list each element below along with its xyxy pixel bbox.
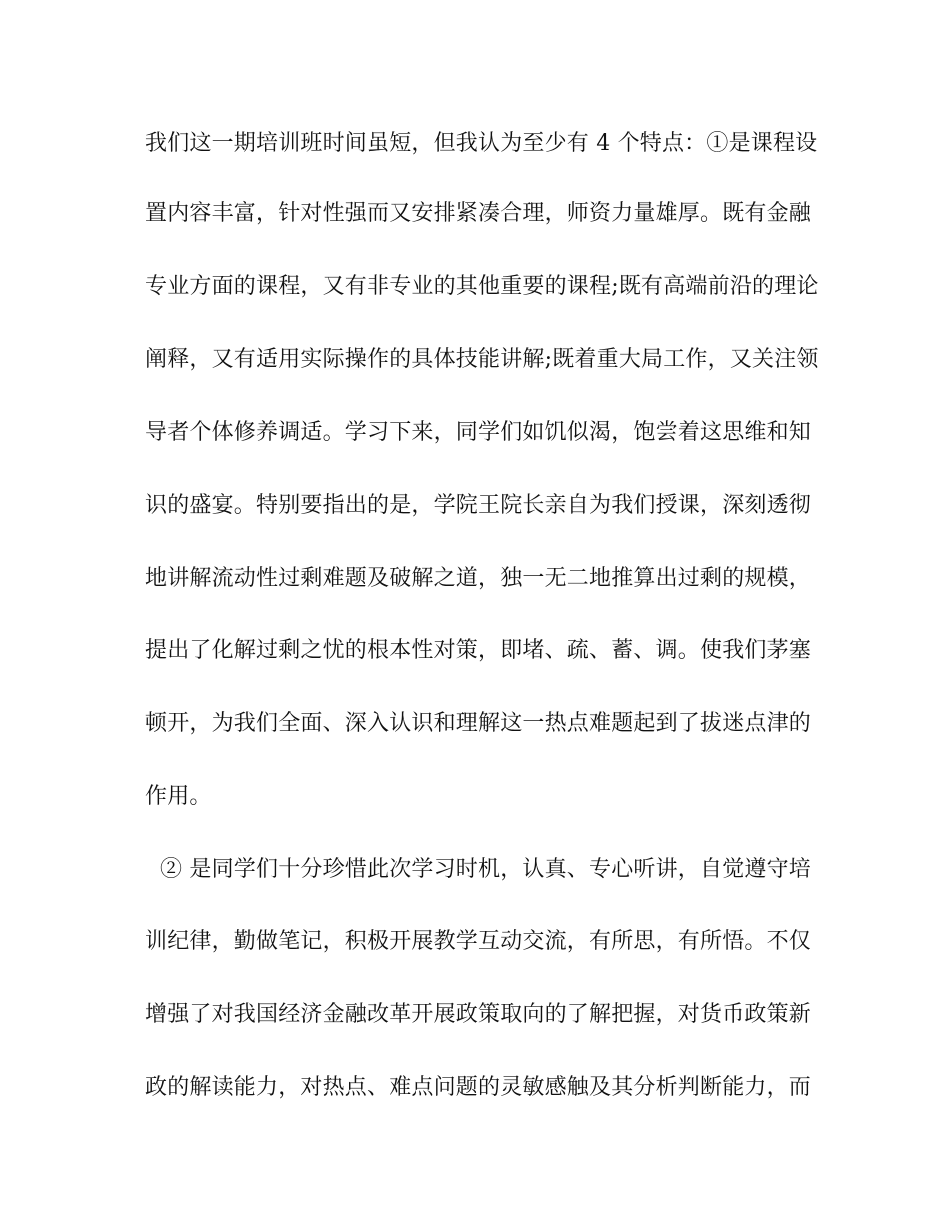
text-line-6: 识的盛宴。特别要指出的是，学院王院长亲自为我们授课，深刻透彻 [145,493,812,518]
text-line-7: 地讲解流动性过剩难题及破解之道，独一无二地推算出过剩的规模， [145,566,812,591]
text-line-8: 提出了化解过剩之忧的根本性对策，即堵、疏、蓄、调。使我们茅塞 [145,638,812,663]
text-line-13: 增强了对我国经济金融改革开展政策取向的了解把握，对货币政策新 [145,1002,812,1027]
text-line-9: 顿开，为我们全面、深入认识和理解这一热点难题起到了拔迷点津的 [145,711,812,736]
text-line-14: 政的解读能力，对热点、难点问题的灵敏感触及其分析判断能力，而 [145,1075,812,1100]
text-line-11: ② 是同学们十分珍惜此次学习时机，认真、专心听讲，自觉遵守培 [160,857,811,882]
text-line-2: 置内容丰富，针对性强而又安排紧凑合理，师资力量雄厚。既有金融 [145,201,812,226]
text-line-5: 导者个体修养调适。学习下来，同学们如饥似渴，饱尝着这思维和知 [145,420,812,445]
text-line-12: 训纪律，勤做笔记，积极开展教学互动交流，有所思，有所悟。不仅 [145,929,812,954]
text-line-10: 作用。 [145,784,212,809]
text-line-4: 阐释，又有适用实际操作的具体技能讲解;既着重大局工作，又关注领 [145,347,819,372]
text-line-3: 专业方面的课程，又有非专业的其他重要的课程;既有高端前沿的理论 [145,274,819,299]
text-line-1: 我们这一期培训班时间虽短，但我认为至少有 4 个特点：①是课程设 [145,131,818,156]
